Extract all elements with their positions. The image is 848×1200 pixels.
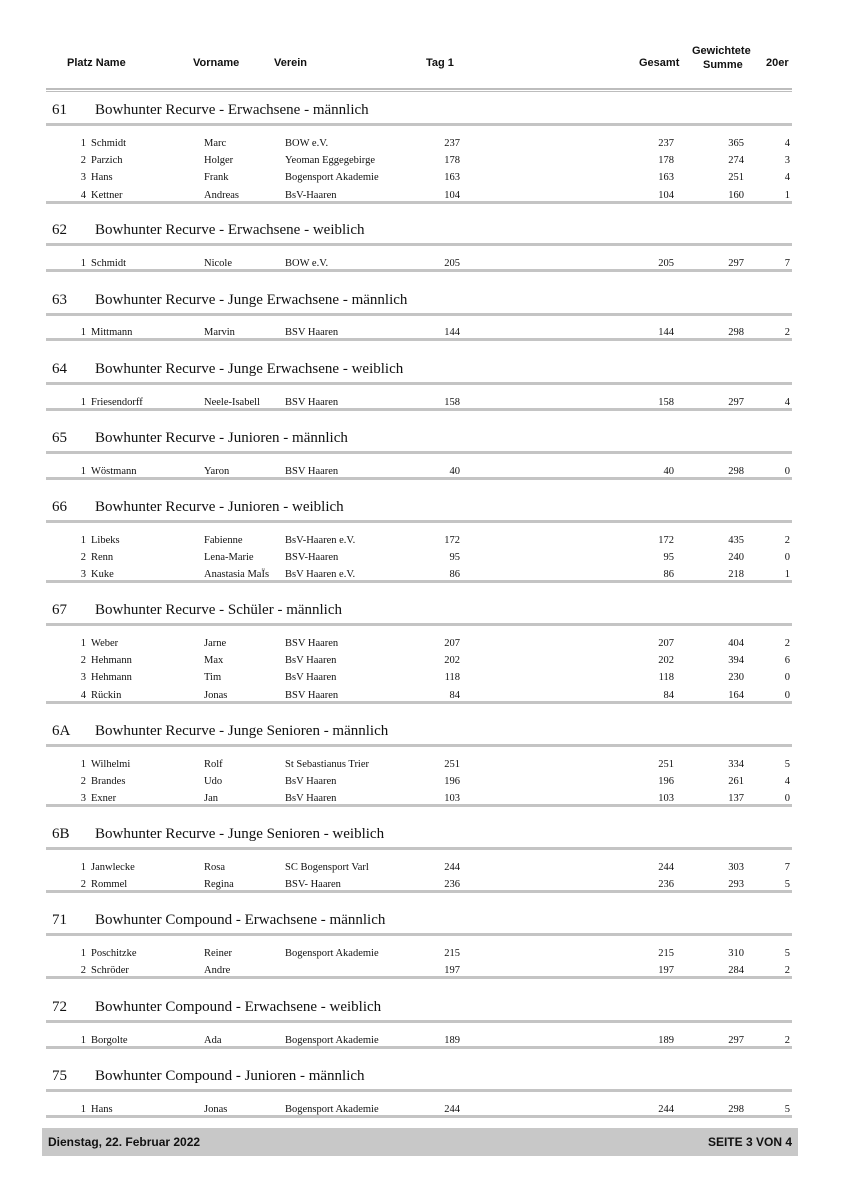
group-name: Bowhunter Recurve - Junge Senioren - männlich: [95, 723, 389, 739]
cell-vorname: Marvin: [204, 327, 235, 338]
table-row: [0, 532, 848, 549]
cell-name: Hehmann: [91, 655, 132, 667]
cell-name: Hans: [91, 172, 113, 184]
cell-summe: 394: [728, 655, 744, 667]
cell-name: Hehmann: [91, 672, 132, 684]
cell-verein: Yeoman Eggegebirge: [285, 155, 376, 167]
cell-summe: 310: [728, 948, 744, 959]
cell-z20: 5: [784, 879, 790, 891]
cell-verein: BSV- Haaren: [285, 879, 341, 891]
cell-summe: 404: [728, 638, 744, 649]
cell-platz: 2: [80, 879, 86, 891]
cell-tag1: 84: [449, 689, 460, 701]
cell-platz: 2: [80, 965, 86, 977]
cell-verein: BsV-Haaren e.V.: [285, 535, 356, 546]
group-divider: [46, 847, 792, 850]
cell-name: Exner: [91, 793, 117, 805]
cell-verein: Bogensport Akademie: [285, 948, 379, 959]
cell-verein: BsV-Haaren: [285, 189, 337, 201]
col-header-vorname: Vorname: [193, 57, 240, 69]
cell-tag1: 178: [444, 155, 460, 167]
cell-gesamt: 215: [658, 948, 674, 959]
cell-name: Schmidt: [91, 138, 127, 149]
cell-platz: 1: [80, 535, 86, 546]
cell-gesamt: 95: [663, 552, 674, 564]
cell-vorname: Jarne: [204, 638, 227, 649]
cell-platz: 3: [80, 793, 86, 805]
cell-name: Borgolte: [91, 1035, 128, 1046]
cell-verein: BSV Haaren: [285, 466, 339, 477]
cell-verein: BOW e.V.: [285, 258, 329, 269]
cell-tag1: 172: [444, 535, 460, 546]
table-row: [0, 152, 848, 169]
cell-z20: 4: [784, 172, 790, 184]
header-divider: [46, 88, 792, 92]
cell-platz: 1: [80, 258, 86, 269]
cell-gesamt: 189: [658, 1035, 674, 1046]
cell-summe: 137: [728, 793, 744, 805]
cell-tag1: 103: [444, 793, 460, 805]
cell-tag1: 202: [444, 655, 460, 667]
cell-gesamt: 196: [658, 776, 674, 788]
group-name: Bowhunter Recurve - Schüler - männlich: [95, 602, 343, 618]
cell-summe: 218: [728, 569, 744, 581]
cell-name: Janwlecke: [91, 862, 135, 873]
group-id: 6B: [52, 826, 70, 842]
cell-vorname: Udo: [204, 776, 223, 788]
cell-name: Mittmann: [91, 327, 133, 338]
cell-gesamt: 205: [658, 258, 674, 269]
cell-summe: 334: [728, 759, 744, 770]
cell-tag1: 244: [444, 1104, 460, 1115]
col-header-platz-name: [67, 57, 126, 69]
table-row: [0, 756, 848, 773]
cell-gesamt: 158: [658, 397, 674, 408]
page-footer: [42, 1128, 798, 1156]
cell-gesamt: 207: [658, 638, 674, 649]
cell-platz: 1: [80, 1104, 86, 1115]
cell-name: Kettner: [91, 189, 123, 201]
col-header-tag1: Tag 1: [426, 57, 454, 69]
cell-z20: 7: [784, 862, 790, 873]
group-end-divider: [46, 890, 792, 893]
group-end-divider: [46, 580, 792, 583]
group-name: Bowhunter Recurve - Junge Erwachsene - männlich: [95, 292, 408, 308]
cell-vorname: Regina: [204, 879, 234, 891]
cell-tag1: 196: [444, 776, 460, 788]
cell-summe: 261: [728, 776, 744, 788]
group-divider: [46, 744, 792, 747]
group-end-divider: [46, 1115, 792, 1118]
cell-z20: 5: [784, 759, 790, 770]
group-name: Bowhunter Compound - Erwachsene - weiblich: [95, 999, 382, 1015]
cell-vorname: Frank: [204, 172, 229, 184]
cell-tag1: 95: [449, 552, 460, 564]
col-header-platz: Platz: [67, 57, 93, 69]
group-divider: [46, 382, 792, 385]
group-name: Bowhunter Recurve - Junge Senioren - weiblich: [95, 826, 385, 842]
cell-z20: 5: [784, 948, 790, 959]
cell-vorname: Jan: [204, 793, 218, 805]
group-name: Bowhunter Compound - Junioren - männlich: [95, 1068, 365, 1084]
cell-platz: 3: [80, 569, 86, 581]
group-divider: [46, 623, 792, 626]
cell-name: Renn: [91, 552, 114, 564]
cell-gesamt: 172: [658, 535, 674, 546]
cell-summe: 298: [728, 327, 744, 338]
table-row: [0, 652, 848, 669]
cell-verein: BSV Haaren: [285, 638, 339, 649]
group-end-divider: [46, 269, 792, 272]
cell-vorname: Jonas: [204, 689, 228, 701]
cell-platz: 3: [80, 172, 86, 184]
table-row: [0, 859, 848, 876]
cell-name: Weber: [91, 638, 119, 649]
group-id: 65: [52, 430, 67, 446]
cell-platz: 2: [80, 552, 86, 564]
cell-vorname: Tim: [204, 672, 222, 684]
cell-name: Rommel: [91, 879, 128, 891]
cell-gesamt: 251: [658, 759, 674, 770]
cell-gesamt: 144: [658, 327, 674, 338]
table-row: [0, 549, 848, 566]
group-id: 67: [52, 602, 67, 618]
footer-date: Dienstag, 22. Februar 2022: [48, 1135, 201, 1149]
table-row: [0, 635, 848, 652]
cell-tag1: 244: [444, 862, 460, 873]
cell-gesamt: 202: [658, 655, 674, 667]
cell-z20: 0: [784, 672, 790, 684]
group-end-divider: [46, 701, 792, 704]
cell-platz: 1: [80, 862, 86, 873]
cell-name: Schröder: [91, 965, 129, 977]
cell-name: Libeks: [91, 535, 120, 546]
cell-verein: BSV-Haaren: [285, 552, 339, 564]
cell-tag1: 236: [444, 879, 460, 891]
group-id: 75: [52, 1068, 67, 1084]
cell-summe: 297: [728, 1035, 744, 1046]
group-end-divider: [46, 201, 792, 204]
cell-name: Wöstmann: [91, 466, 137, 477]
cell-platz: 2: [80, 655, 86, 667]
cell-summe: 160: [728, 189, 744, 201]
cell-summe: 435: [728, 535, 744, 546]
cell-gesamt: 118: [658, 672, 674, 684]
cell-tag1: 207: [444, 638, 460, 649]
cell-z20: 0: [784, 689, 790, 701]
cell-z20: 2: [784, 638, 790, 649]
group-end-divider: [46, 477, 792, 480]
cell-name: Schmidt: [91, 258, 127, 269]
cell-platz: 1: [80, 138, 86, 149]
cell-verein: Bogensport Akademie: [285, 1035, 379, 1046]
cell-vorname: Jonas: [204, 1104, 228, 1115]
group-name: Bowhunter Recurve - Junge Erwachsene - weiblich: [95, 361, 404, 377]
cell-summe: 164: [728, 689, 744, 701]
cell-z20: 0: [784, 552, 790, 564]
cell-summe: 365: [728, 138, 744, 149]
cell-vorname: Yaron: [204, 466, 230, 477]
cell-vorname: Neele-Isabell: [204, 397, 260, 408]
col-header-gewichtete: Gewichtete: [692, 45, 751, 57]
cell-vorname: Lena-Marie: [204, 552, 254, 564]
cell-vorname: Ada: [204, 1035, 222, 1046]
cell-platz: 1: [80, 638, 86, 649]
cell-name: Parzich: [91, 155, 123, 167]
cell-z20: 0: [784, 466, 790, 477]
cell-tag1: 197: [444, 965, 460, 977]
table-row: [0, 945, 848, 962]
group-divider: [46, 1020, 792, 1023]
cell-platz: 1: [80, 397, 86, 408]
cell-gesamt: 236: [658, 879, 674, 891]
cell-summe: 297: [728, 397, 744, 408]
cell-gesamt: 86: [663, 569, 674, 581]
cell-tag1: 158: [444, 397, 460, 408]
col-header-summe: Summe: [703, 59, 743, 71]
cell-vorname: Fabienne: [204, 535, 243, 546]
cell-z20: 4: [784, 397, 790, 408]
group-end-divider: [46, 1046, 792, 1049]
cell-platz: 1: [80, 327, 86, 338]
cell-name: Brandes: [91, 776, 126, 788]
cell-z20: 1: [784, 189, 790, 201]
cell-z20: 3: [784, 155, 790, 167]
group-id: 62: [52, 222, 67, 238]
cell-vorname: Rosa: [204, 862, 225, 873]
cell-name: Friesendorff: [91, 397, 143, 408]
cell-vorname: Anastasia MaÏs: [204, 569, 270, 581]
cell-tag1: 251: [444, 759, 460, 770]
cell-summe: 298: [728, 1104, 744, 1115]
cell-summe: 297: [728, 258, 744, 269]
cell-gesamt: 197: [658, 965, 674, 977]
table-row: [0, 773, 848, 790]
cell-name: Wilhelmi: [91, 759, 131, 770]
cell-verein: BSV Haaren: [285, 327, 339, 338]
cell-verein: BSV Haaren: [285, 397, 339, 408]
cell-tag1: 118: [444, 672, 460, 684]
group-name: Bowhunter Recurve - Erwachsene - männlich: [95, 102, 369, 118]
group-end-divider: [46, 408, 792, 411]
col-header-gesamt: Gesamt: [639, 57, 680, 69]
cell-verein: BsV Haaren: [285, 672, 337, 684]
cell-gesamt: 237: [658, 138, 674, 149]
table-row: [0, 135, 848, 152]
cell-verein: BsV Haaren: [285, 793, 337, 805]
cell-z20: 1: [784, 569, 790, 581]
cell-gesamt: 244: [658, 862, 674, 873]
group-end-divider: [46, 804, 792, 807]
cell-summe: 274: [728, 155, 744, 167]
cell-name: Rückin: [91, 689, 122, 701]
cell-summe: 284: [728, 965, 744, 977]
cell-gesamt: 163: [658, 172, 674, 184]
cell-z20: 6: [784, 655, 790, 667]
cell-verein: BSV Haaren: [285, 689, 339, 701]
cell-tag1: 144: [444, 327, 460, 338]
cell-z20: 2: [784, 535, 790, 546]
cell-name: Hans: [91, 1104, 113, 1115]
col-header-name: Name: [95, 57, 126, 69]
group-name: Bowhunter Compound - Erwachsene - männlich: [95, 912, 386, 928]
group-id: 63: [52, 292, 67, 308]
group-id: 71: [52, 912, 67, 928]
cell-vorname: Andre: [204, 965, 231, 977]
cell-gesamt: 40: [663, 466, 674, 477]
group-end-divider: [46, 338, 792, 341]
cell-vorname: Marc: [204, 138, 227, 149]
cell-name: Poschitzke: [91, 948, 137, 959]
table-header: [0, 0, 848, 80]
cell-summe: 251: [728, 172, 744, 184]
cell-tag1: 215: [444, 948, 460, 959]
cell-z20: 2: [784, 327, 790, 338]
cell-summe: 298: [728, 466, 744, 477]
cell-platz: 4: [80, 189, 86, 201]
cell-platz: 1: [80, 759, 86, 770]
footer-page-number: SEITE 3 VON 4: [707, 1135, 792, 1149]
cell-verein: BOW e.V.: [285, 138, 329, 149]
cell-summe: 303: [728, 862, 744, 873]
cell-verein: Bogensport Akademie: [285, 172, 379, 184]
cell-platz: 4: [80, 689, 86, 701]
cell-verein: BsV Haaren e.V.: [285, 569, 356, 581]
group-divider: [46, 123, 792, 126]
group-name: Bowhunter Recurve - Erwachsene - weiblich: [95, 222, 365, 238]
cell-tag1: 205: [444, 258, 460, 269]
table-row: [0, 669, 848, 686]
cell-tag1: 40: [449, 466, 460, 477]
cell-gesamt: 244: [658, 1104, 674, 1115]
group-name: Bowhunter Recurve - Junioren - männlich: [95, 430, 348, 446]
cell-verein: Bogensport Akademie: [285, 1104, 379, 1115]
cell-gesamt: 103: [658, 793, 674, 805]
cell-tag1: 189: [444, 1035, 460, 1046]
cell-tag1: 237: [444, 138, 460, 149]
cell-z20: 0: [784, 793, 790, 805]
cell-gesamt: 178: [658, 155, 674, 167]
cell-summe: 230: [728, 672, 744, 684]
cell-verein: SC Bogensport Varl: [285, 862, 369, 873]
cell-vorname: Rolf: [204, 759, 223, 770]
table-row: [0, 169, 848, 186]
cell-name: Kuke: [91, 569, 114, 581]
cell-gesamt: 84: [663, 689, 674, 701]
cell-vorname: Reiner: [204, 948, 232, 959]
cell-summe: 293: [728, 879, 744, 891]
group-id: 66: [52, 499, 67, 515]
cell-z20: 2: [784, 1035, 790, 1046]
cell-summe: 240: [728, 552, 744, 564]
cell-tag1: 104: [444, 189, 460, 201]
col-header-verein: Verein: [274, 57, 308, 69]
group-divider: [46, 451, 792, 454]
group-divider: [46, 243, 792, 246]
cell-platz: 1: [80, 466, 86, 477]
cell-platz: 3: [80, 672, 86, 684]
cell-tag1: 86: [449, 569, 460, 581]
cell-platz: 2: [80, 776, 86, 788]
group-id: 61: [52, 102, 67, 118]
cell-vorname: Nicole: [204, 258, 232, 269]
group-end-divider: [46, 976, 792, 979]
group-id: 72: [52, 999, 67, 1015]
cell-z20: 5: [784, 1104, 790, 1115]
cell-platz: 2: [80, 155, 86, 167]
cell-z20: 4: [784, 776, 790, 788]
group-divider: [46, 313, 792, 316]
cell-z20: 7: [784, 258, 790, 269]
cell-platz: 1: [80, 948, 86, 959]
cell-vorname: Andreas: [204, 189, 239, 201]
group-divider: [46, 1089, 792, 1092]
col-header-20er: 20er: [766, 57, 789, 69]
cell-verein: BsV Haaren: [285, 655, 337, 667]
group-divider: [46, 933, 792, 936]
group-id: 6A: [52, 723, 71, 739]
cell-gesamt: 104: [658, 189, 674, 201]
cell-verein: BsV Haaren: [285, 776, 337, 788]
cell-z20: 2: [784, 965, 790, 977]
cell-platz: 1: [80, 1035, 86, 1046]
cell-tag1: 163: [444, 172, 460, 184]
cell-vorname: Holger: [204, 155, 234, 167]
group-id: 64: [52, 361, 67, 377]
cell-z20: 4: [784, 138, 790, 149]
cell-verein: St Sebastianus Trier: [285, 759, 370, 770]
group-name: Bowhunter Recurve - Junioren - weiblich: [95, 499, 344, 515]
group-divider: [46, 520, 792, 523]
cell-vorname: Max: [204, 655, 224, 667]
